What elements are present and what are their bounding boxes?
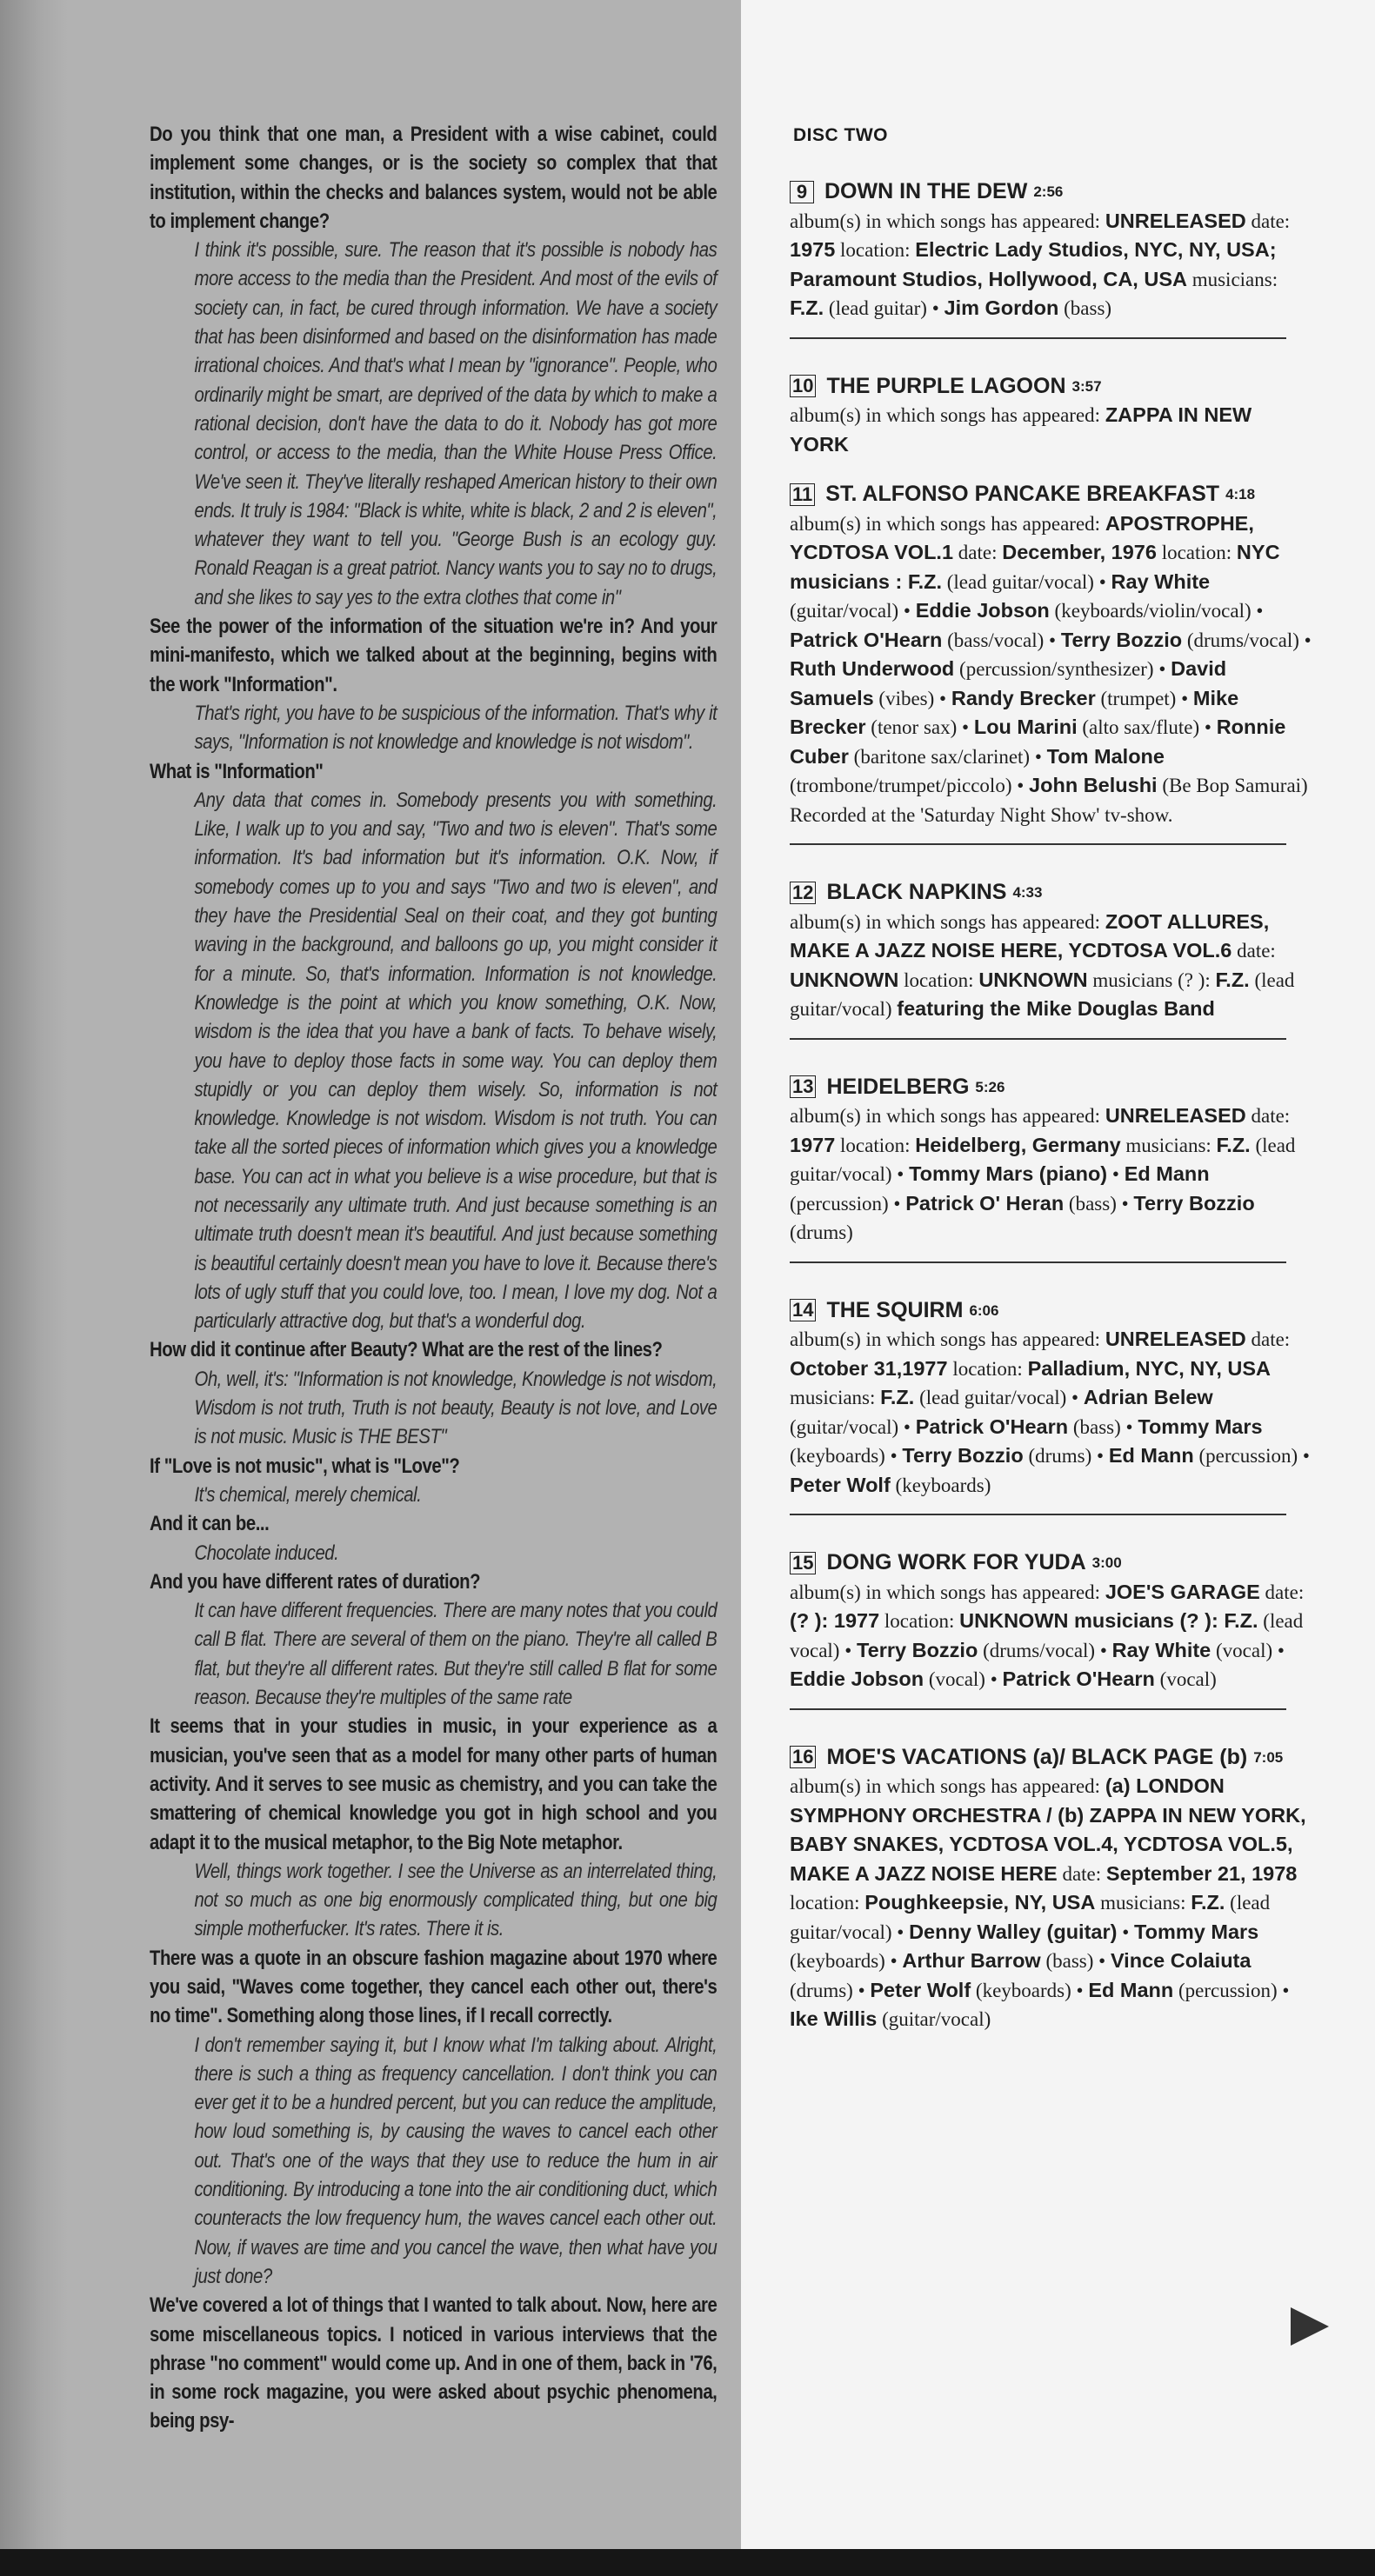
track-details [790, 207, 1312, 323]
detail-label: album(s) in which songs has appeared: [790, 512, 1105, 535]
track-number: 12 [790, 882, 816, 904]
track-heading [790, 1743, 1312, 1773]
detail-label: date: [1245, 1105, 1291, 1127]
detail-label: (trombone/trumpet/piccolo) • [790, 775, 1030, 796]
track-entry [790, 1548, 1312, 1694]
track-entry [790, 878, 1312, 1024]
detail-value: September 21, 1978 [1105, 1861, 1298, 1885]
detail-value: Ed Mann [1124, 1162, 1210, 1185]
detail-label: album(s) in which songs has appeared: [790, 404, 1105, 426]
track-number: 10 [790, 375, 816, 397]
detail-label: (lead guitar/vocal) • [914, 1387, 1084, 1408]
interview-answer: I don't remember saying it, but I know what I'm talking about. Alright, there is such a thing as frequency cancellation. I don't think you can ever get it to be a hundred percent, but you can reduce the amplitude, how loud something is, by causing the waves to cancel each other out. That's one of the ways that they use to reduce the hum in air conditioning. By introducing a tone into the air conditioning duct, which counteracts the low frequency hum, the waves cancel each other out. Now, if waves are time and you cancel the wave, then what have you just done? [194, 2033, 718, 2288]
detail-value: Terry Bozzio [902, 1444, 1024, 1467]
detail-value: featuring the Mike Douglas Band [897, 997, 1215, 1020]
detail-value: Ronnie Cuber [790, 716, 1286, 768]
track-duration: 7:05 [1253, 1748, 1284, 1766]
detail-value: Jim Gordon [944, 296, 1059, 319]
track-duration: 3:00 [1091, 1554, 1122, 1571]
detail-label: (keyboards) • [971, 1979, 1089, 2001]
interview-text [150, 120, 717, 2436]
track-number: 16 [790, 1746, 816, 1768]
track-entry [790, 372, 1312, 460]
detail-value: Patrick O'Hearn [1002, 1667, 1155, 1690]
detail-value: Arthur Barrow [902, 1949, 1041, 1972]
track-list [790, 177, 1312, 2055]
track-duration: 4:33 [1012, 884, 1043, 901]
detail-value: Ed Mann [1088, 1978, 1174, 2001]
detail-label: musicians: [1186, 268, 1278, 290]
detail-value: Patrick O'Hearn [790, 628, 943, 651]
detail-value: UNRELEASED [1105, 209, 1246, 232]
detail-label: (keyboards) [890, 1474, 991, 1496]
track-entry [790, 1073, 1312, 1248]
detail-value: Lou Marini [973, 716, 1078, 738]
detail-label: (bass) • [1068, 1415, 1138, 1438]
detail-label: • [1107, 1163, 1125, 1185]
detail-value: Vince Colaiuta [1110, 1949, 1252, 1972]
detail-value: Palladium, NYC, NY, USA [1027, 1356, 1272, 1380]
detail-value: December, 1976 [1002, 541, 1157, 563]
detail-value: NYC [1236, 541, 1280, 563]
track-heading [790, 1296, 1312, 1326]
interview-question: And you have different rates of duration? [150, 1569, 481, 1594]
detail-label: (trumpet) • [1095, 687, 1193, 709]
detail-label: (bass) • [1064, 1192, 1134, 1215]
track-details [790, 1325, 1312, 1500]
track-number: 13 [790, 1075, 816, 1098]
track-title: DONG WORK FOR YUDA [826, 1550, 1086, 1574]
detail-value: Electric Lady Studios, NYC, NY, USA; Paramount Studios, Hollywood, CA, USA [790, 238, 1277, 290]
detail-value: APOSTROPHE, YCDTOSA VOL.1 [790, 511, 1254, 563]
track-number: 11 [790, 483, 815, 506]
detail-value: F.Z. [1215, 968, 1250, 991]
detail-label: location: [947, 1357, 1028, 1380]
detail-value: Randy Brecker [951, 686, 1096, 709]
detail-label: album(s) in which songs has appeared: [790, 210, 1105, 232]
detail-label: (guitar/vocal) • [790, 1415, 916, 1438]
detail-label: Recorded at the 'Saturday Night Show' tv-show. [790, 803, 1173, 826]
track-duration: 6:06 [969, 1301, 999, 1319]
track-details [790, 1102, 1312, 1248]
interview-question: There was a quote in an obscure fashion magazine about 1970 where you said, "Waves come together, they cancel each other out, there's no time". Something along those lines, if I recall correctly. [150, 1946, 718, 2028]
detail-label: (keyboards) • [790, 1445, 903, 1467]
detail-value: ZOOT ALLURES, MAKE A JAZZ NOISE HERE, YCDTOSA VOL.6 [790, 909, 1270, 962]
track-title: MOE'S VACATIONS (a)/ BLACK PAGE (b) [826, 1744, 1248, 1769]
track-number: 9 [790, 181, 814, 203]
interview-question: See the power of the information of the situation we're in? And your mini-manifesto, which we talked about at the beginning, begins with the work "Information". [150, 615, 718, 696]
interview-answer: It's chemical, merely chemical. [194, 1482, 422, 1507]
detail-value: JOE'S GARAGE [1105, 1580, 1260, 1603]
detail-label: album(s) in which songs has appeared: [790, 1775, 1105, 1797]
track-number: 14 [790, 1299, 816, 1321]
detail-value: ZAPPA IN NEW YORK [790, 403, 1252, 456]
interview-answer: Well, things work together. I see the Universe as an interrelated thing, not so much as one big enormously complicated thing, but one big simple motherfucker. It's rates. There it is. [194, 1859, 718, 1941]
interview-question: It seems that in your studies in music, in your experience as a musician, you've seen that as a model for many other parts of human activity. And it serves to see music as chemistry, and you can take the smattering of chemical knowledge you got in high school and you adapt it to the musical metaphor, to the Big Note metaphor. [150, 1714, 718, 1854]
detail-value: Ike Willis [790, 2007, 878, 2030]
detail-value: Tommy Mars (piano) [909, 1162, 1108, 1185]
track-heading [790, 1548, 1312, 1578]
interview-question: We've covered a lot of things that I wanted to talk about. Now, here are some miscellaneous topics. I noticed in various interviews that the phrase "no comment" would come up. And in one of them, back in '76, in some rock magazine, you were asked about psychic phenomena, being psy- [150, 2293, 718, 2433]
track-title: DOWN IN THE DEW [824, 179, 1028, 203]
detail-label: album(s) in which songs has appeared: [790, 1328, 1105, 1350]
track-heading [790, 480, 1312, 509]
detail-value: Terry Bozzio [857, 1638, 978, 1661]
detail-label: (bass/vocal) • [942, 629, 1061, 651]
detail-value: (a) LONDON SYMPHONY ORCHESTRA / (b) ZAPPA IN NEW YORK, BABY SNAKES, YCDTOSA VOL.4, YCDTOSA VOL.5, MAKE A JAZZ NOISE HERE [790, 1774, 1306, 1885]
detail-label: (percussion) • [790, 1192, 906, 1215]
track-title: BLACK NAPKINS [826, 880, 1007, 904]
track-heading [790, 878, 1312, 908]
track-title: THE SQUIRM [826, 1297, 964, 1322]
interview-answer: Any data that comes in. Somebody presents you with something. Like, I walk up to you and say, "Two and two is eleven". That's some information. It's bad information but it's information. O.K. Now, if somebody comes up to you and says "Two and two is eleven", and they have the Presidential Seal on their coat, and they got bunting waving in the background, and balloons go up, you might consider it for a minute. So, that's information. Information is not knowledge. Knowledge is the point at which you know something, O.K. Now, wisdom is the idea that you have a bank of facts. To behave wisely, you have to deploy those facts in some way. You can deploy them stupidly or you can deploy them wisely. So, information is not knowledge. Knowledge is not wisdom. Wisdom is not truth. You can take all the sorted pieces of information which gives you a knowledge base. You can act in what you believe is a wise procedure, but that is not necessarily any ultimate truth. And just because something is an ultimate truth doesn't mean it's beautiful. And just because something is beautiful certainly doesn't mean you have to love it. Because there's lots of ugly stuff that you could love, too. I mean, I love my dog. Not a particularly attractive dog, but that's a wonderful dog. [194, 788, 718, 1334]
detail-value: F.Z. [790, 296, 824, 319]
track-details [790, 509, 1312, 830]
detail-value: Ed Mann [1108, 1444, 1194, 1467]
detail-label: (lead guitar/vocal) • [790, 1134, 1296, 1185]
interview-answer: Oh, well, it's: "Information is not knowledge, Knowledge is not wisdom, Wisdom is not truth, Truth is not beauty, Beauty is not love, and Love is not music. Music is THE BEST" [194, 1367, 718, 1449]
track-duration: 4:18 [1225, 486, 1256, 503]
track-entry [790, 480, 1312, 829]
track-details [790, 1772, 1312, 2034]
detail-label: (vocal) [1154, 1668, 1217, 1690]
detail-value: Tommy Mars [1138, 1414, 1263, 1438]
detail-label: (percussion) • [1173, 1979, 1290, 2001]
detail-label: (guitar/vocal) [877, 2008, 991, 2030]
detail-label: (drums) • [1023, 1445, 1109, 1467]
track-duration: 3:57 [1071, 377, 1102, 395]
detail-label: musicians (? ): [1087, 968, 1216, 991]
detail-label: date: [1231, 940, 1276, 962]
detail-value: Denny Walley (guitar) [909, 1920, 1118, 1943]
detail-value: (? ): 1977 [790, 1609, 880, 1632]
detail-label: date: [953, 542, 1003, 563]
detail-value: October 31,1977 [790, 1356, 948, 1380]
detail-label: musicians: [790, 1387, 881, 1408]
detail-label: (keyboards) • [790, 1950, 903, 1972]
detail-value: UNRELEASED [1105, 1104, 1246, 1127]
detail-value: Tom Malone [1046, 744, 1165, 768]
detail-value: Peter Wolf [870, 1978, 971, 2001]
detail-label: (lead guitar/vocal) • [942, 570, 1111, 593]
detail-label: album(s) in which songs has appeared: [790, 910, 1105, 933]
detail-value: Mike Brecker [790, 686, 1239, 738]
track-title: HEIDELBERG [826, 1074, 970, 1099]
detail-label: date: [1057, 1862, 1106, 1885]
detail-label: (bass) • [1040, 1950, 1111, 1972]
track-heading [790, 372, 1312, 402]
detail-value: Terry Bozzio [1133, 1191, 1255, 1215]
detail-value: F.Z. [1216, 1133, 1251, 1156]
detail-label: (keyboards/violin/vocal) • [1049, 600, 1264, 622]
interview-question: What is "Information" [150, 759, 324, 783]
detail-label: (vocal) • [1211, 1639, 1285, 1661]
detail-value: Peter Wolf [790, 1473, 891, 1496]
right-triangle-arrow-icon [1291, 2307, 1329, 2346]
detail-label: (vocal) • [924, 1668, 1003, 1690]
track-title: THE PURPLE LAGOON [826, 373, 1066, 398]
detail-label: (drums) • [790, 1979, 871, 2001]
detail-value: Ruth Underwood [790, 657, 955, 680]
detail-value: UNKNOWN [790, 968, 899, 991]
detail-label: (baritone sax/clarinet) • [848, 745, 1047, 768]
track-duration: 2:56 [1033, 183, 1064, 200]
detail-label: location: [790, 1892, 865, 1914]
detail-label: (bass) [1058, 297, 1112, 319]
track-entry [790, 1296, 1312, 1501]
track-number: 15 [790, 1552, 816, 1574]
detail-label: musicians: [1120, 1134, 1217, 1156]
detail-value: UNRELEASED [1105, 1328, 1246, 1350]
track-title: ST. ALFONSO PANCAKE BREAKFAST [825, 482, 1220, 506]
detail-label: (alto sax/flute) • [1077, 716, 1217, 738]
detail-label: location: [835, 239, 916, 261]
detail-value: Terry Bozzio [1060, 628, 1183, 651]
detail-label: (lead guitar/vocal) [790, 968, 1295, 1020]
track-details [790, 401, 1312, 459]
scan-edge [0, 2549, 1375, 2576]
detail-label: location: [1156, 542, 1237, 563]
detail-value: Patrick O' Heran [905, 1191, 1065, 1215]
interview-question: Do you think that one man, a President with a wise cabinet, could implement some changes, or is the society so complex that that institution, within the checks and balances system, would not be able to implement change? [150, 123, 718, 233]
detail-label: (percussion/synthesizer) • [954, 658, 1171, 680]
detail-label: musicians: [1095, 1892, 1191, 1914]
detail-label: (lead guitar) • [824, 297, 944, 319]
detail-value: Poughkeepsie, NY, USA [864, 1891, 1096, 1914]
detail-label: location: [898, 968, 979, 991]
detail-label: • [1117, 1920, 1135, 1943]
detail-value: 1975 [790, 238, 836, 261]
interview-answer: It can have different frequencies. There are many notes that you could call B flat. There are several of them on the piano. They're all called B flat, but they're all different rates. But they're still called B flat for some reason. Because they're multiples of the same rate [194, 1599, 718, 1710]
detail-value: Tommy Mars [1134, 1920, 1259, 1943]
detail-value: Patrick O'Hearn [915, 1414, 1069, 1438]
disc-title: DISC TWO [793, 125, 888, 145]
interview-question: How did it continue after Beauty? What are the rest of the lines? [150, 1338, 663, 1362]
detail-label: (drums/vocal) • [978, 1639, 1112, 1661]
detail-label: location: [835, 1134, 916, 1156]
interview-answer: Chocolate induced. [194, 1541, 339, 1565]
interview-question: If "Love is not music", what is "Love"? [150, 1454, 460, 1478]
track-duration: 5:26 [975, 1078, 1005, 1095]
detail-value: UNKNOWN musicians (? ): F.Z. [959, 1609, 1258, 1632]
detail-label: (lead vocal) • [790, 1610, 1304, 1661]
interview-question: And it can be... [150, 1512, 270, 1536]
detail-value: Ray White [1111, 569, 1211, 593]
track-entry [790, 177, 1312, 323]
track-heading [790, 1073, 1312, 1102]
detail-value: Ray White [1111, 1638, 1211, 1661]
detail-value: Adrian Belew [1083, 1386, 1213, 1408]
detail-value: Eddie Jobson [915, 599, 1050, 622]
detail-label: album(s) in which songs has appeared: [790, 1105, 1105, 1127]
detail-label: date: [1245, 210, 1291, 232]
detail-label: album(s) in which songs has appeared: [790, 1581, 1105, 1603]
detail-label: (guitar/vocal) • [790, 600, 916, 622]
track-heading [790, 177, 1312, 207]
detail-label: (vibes) • [873, 687, 951, 709]
detail-value: David Samuels [790, 657, 1227, 709]
detail-label: date: [1259, 1581, 1305, 1603]
detail-value: Eddie Jobson [790, 1667, 924, 1690]
detail-value: musicians : F.Z. [790, 569, 942, 593]
detail-label: date: [1245, 1328, 1291, 1350]
detail-label: (drums/vocal) • [1182, 629, 1312, 651]
detail-label: location: [879, 1610, 960, 1632]
detail-label: (lead guitar/vocal) • [790, 1892, 1271, 1943]
detail-label: (percussion) • [1193, 1445, 1310, 1467]
interview-answer: That's right, you have to be suspicious of the information. That's why it says, "Information is not knowledge and knowledge is not wisdom". [194, 701, 718, 755]
detail-label: (drums) [790, 1221, 853, 1243]
detail-value: John Belushi [1029, 774, 1158, 796]
track-entry [790, 1743, 1312, 2034]
detail-value: F.Z. [880, 1386, 915, 1408]
detail-value: UNKNOWN [978, 968, 1088, 991]
track-details [790, 1578, 1312, 1694]
detail-label: (tenor sax) • [865, 716, 974, 738]
detail-value: F.Z. [1191, 1891, 1225, 1914]
interview-answer: I think it's possible, sure. The reason that it's possible is nobody has more access to the media than the President. And most of the evils of society can, in fact, be cured through information. We have a society that has been disinformed and based on the disinformation has made irrational choices. And that's what I mean by "ignorance". People, who ordinarily might be smart, are deprived of the data by which to make a rational decision, don't have the data to do it. Nobody has got more control, or access to the media, than the White House Press Office. We've seen it. They've literally reshaped American history to their own ends. It truly is 1984: "Black is white, white is black, 2 and 2 is eleven", whatever they want to tell you. "George Bush is an ecology guy. Ronald Reagan is a great patriot. Nancy wants you to say no to drugs, and she likes to say yes to the extra clothes that come in" [194, 238, 718, 609]
detail-value: 1977 [790, 1133, 836, 1156]
detail-label: (Be Bop Samurai) [1157, 775, 1308, 796]
detail-value: Heidelberg, Germany [915, 1133, 1121, 1156]
track-details [790, 908, 1312, 1024]
